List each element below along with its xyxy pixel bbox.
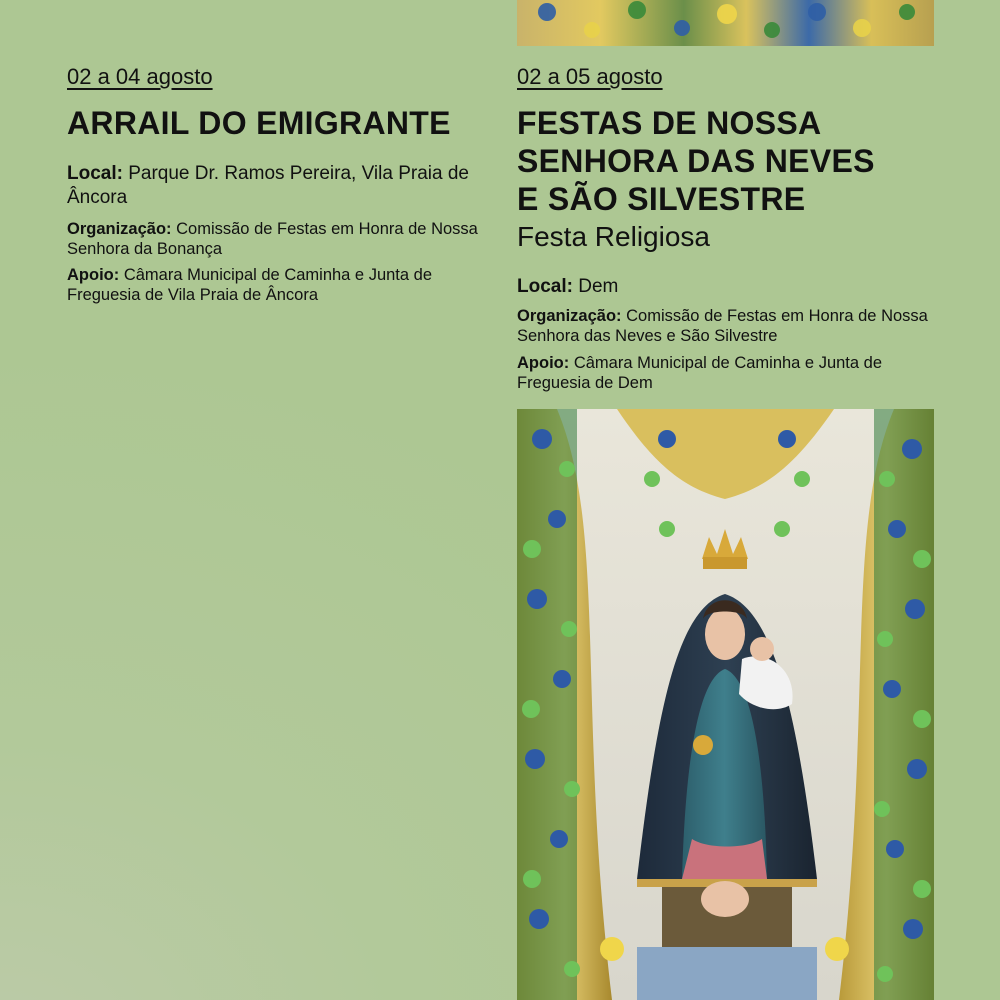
event-subtitle: Festa Religiosa	[517, 221, 710, 252]
apoio-label: Apoio:	[517, 354, 570, 372]
event-title-line: SENHORA DAS NEVES	[517, 143, 875, 179]
organizacao-label: Organização:	[517, 307, 622, 325]
event-title-line: E SÃO SILVESTRE	[517, 181, 806, 217]
event-title	[67, 104, 451, 142]
event-title	[517, 104, 875, 218]
organizacao-value: Comissão de Festas em Honra de Nossa Senhora da Bonança	[67, 220, 478, 258]
apoio-value: Câmara Municipal de Caminha e Junta de Freguesia de Dem	[517, 354, 882, 392]
event-date: 02 a 05 agosto	[517, 64, 663, 89]
event-organizacao	[517, 306, 937, 346]
apoio-label: Apoio:	[67, 266, 120, 284]
event-local	[517, 275, 618, 299]
nossa-senhora-statue-photo	[517, 409, 934, 1000]
local-label: Local:	[67, 163, 123, 184]
organizacao-value: Comissão de Festas em Honra de Nossa Senhora das Neves e São Silvestre	[517, 307, 928, 345]
local-value: Dem	[578, 276, 619, 297]
organizacao-label: Organização:	[67, 220, 172, 238]
event-title-line: FESTAS DE NOSSA	[517, 105, 822, 141]
event-apoio	[517, 353, 937, 393]
local-label: Local:	[517, 276, 573, 297]
event-organizacao	[67, 219, 487, 259]
apoio-value: Câmara Municipal de Caminha e Junta de Freguesia de Vila Praia de Âncora	[67, 266, 432, 304]
local-value: Parque Dr. Ramos Pereira, Vila Praia de Âncora	[67, 163, 469, 208]
event-title-line: ARRAIL DO EMIGRANTE	[67, 105, 451, 141]
event-date: 02 a 04 agosto	[67, 64, 213, 89]
festival-photo-top	[517, 0, 934, 46]
event-local	[67, 162, 487, 210]
event-apoio	[67, 265, 487, 305]
